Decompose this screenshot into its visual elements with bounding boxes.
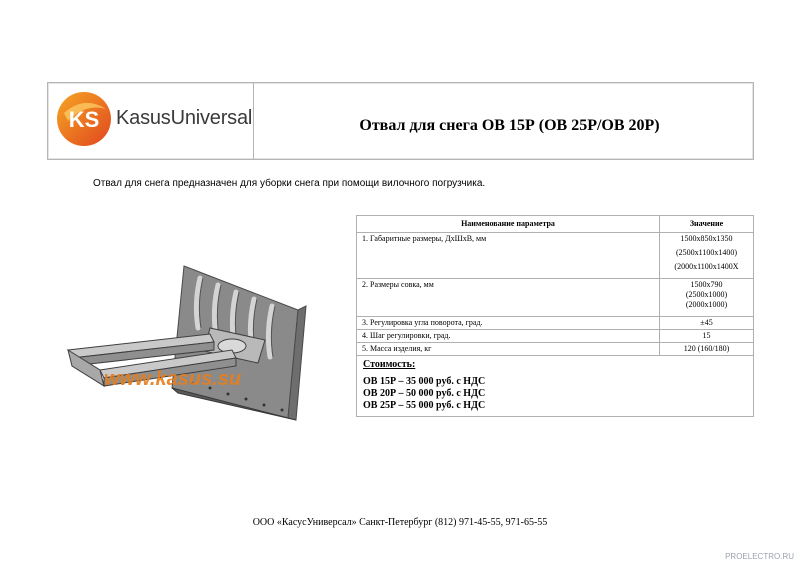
pricing-heading: Стоимость: bbox=[363, 359, 416, 370]
param-name: 4. Шаг регулировки, град. bbox=[357, 330, 660, 343]
intro-text: Отвал для снега предназначен для уборки снега при помощи вилочного погрузчика. bbox=[93, 178, 486, 189]
param-value: 1500х790 (2500х1000) (2000х1000) bbox=[660, 279, 754, 317]
price-line: ОВ 20Р – 50 000 руб. с НДС bbox=[363, 388, 486, 399]
corner-watermark: PROELECTRO.RU bbox=[725, 552, 794, 561]
param-name: 1. Габаритные размеры, ДхШхВ, мм bbox=[357, 233, 660, 279]
param-name: 2. Размеры совка, мм bbox=[357, 279, 660, 317]
param-name: 5. Масса изделия, кг bbox=[357, 343, 660, 356]
pricing-cell bbox=[357, 356, 754, 417]
title-cell bbox=[254, 83, 753, 159]
parameters-table bbox=[356, 215, 754, 417]
table-row bbox=[357, 233, 754, 279]
table-row bbox=[357, 317, 754, 330]
logo-cell bbox=[48, 83, 254, 159]
column-header: Наименование параметра bbox=[357, 216, 660, 233]
param-value: 1500х850х1350 (2500х1100х1400) (2000х1100х1400Х bbox=[660, 233, 754, 279]
table-row bbox=[357, 279, 754, 317]
table-row bbox=[357, 343, 754, 356]
price-line: ОВ 25Р – 55 000 руб. с НДС bbox=[363, 400, 486, 411]
snow-plow-image bbox=[60, 258, 350, 433]
table-header-row bbox=[357, 216, 754, 233]
document-header bbox=[47, 82, 754, 160]
kasus-logo-icon bbox=[56, 91, 112, 147]
column-header: Значение bbox=[660, 216, 754, 233]
svg-text:KS: KS bbox=[68, 107, 100, 132]
param-value: 15 bbox=[660, 330, 754, 343]
price-line: ОВ 15Р – 35 000 руб. с НДС bbox=[363, 376, 486, 387]
table-row bbox=[357, 330, 754, 343]
website-watermark: www.kasus.su bbox=[104, 368, 242, 390]
pricing-row bbox=[357, 356, 754, 417]
param-name: 3. Регулировка угла поворота, град. bbox=[357, 317, 660, 330]
document-title: Отвал для снега ОВ 15Р (ОВ 25Р/ОВ 20Р) bbox=[359, 117, 660, 134]
footer-contact: ООО «КасусУниверсал» Санкт-Петербург (812) 971-45-55, 971-65-55 bbox=[252, 517, 548, 528]
param-value: ±45 bbox=[660, 317, 754, 330]
param-value: 120 (160/180) bbox=[660, 343, 754, 356]
brand-name: KasusUniversal bbox=[116, 107, 253, 129]
